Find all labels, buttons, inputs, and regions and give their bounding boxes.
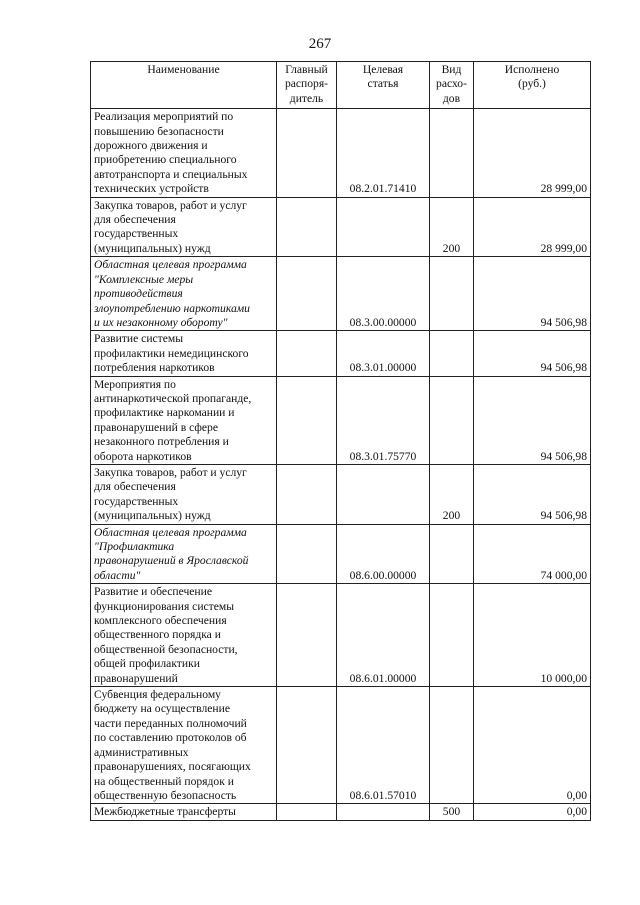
table-row — [91, 524, 591, 584]
header-admin: Главный распоря- дитель — [277, 62, 337, 109]
table-row — [91, 331, 591, 376]
row-amount-cell: 94 506,98 — [474, 376, 591, 464]
row-name-cell: Развитие системы профилактики немедицинского потребления наркотиков — [91, 331, 277, 376]
row-amount-cell: 74 000,00 — [474, 524, 591, 584]
row-name-cell: Развитие и обеспечение функционирования системы комплексного обеспечения общественного порядка и общественной безопасности, общей профилактики правонарушений — [91, 584, 277, 687]
table-row — [91, 109, 591, 197]
row-amount-cell: 94 506,98 — [474, 257, 591, 331]
row-target-cell: 08.6.01.57010 — [337, 687, 430, 804]
row-type-cell: 500 — [430, 804, 474, 820]
row-target-cell — [337, 197, 430, 257]
table-row — [91, 464, 591, 524]
row-type-cell: 200 — [430, 464, 474, 524]
row-name-cell: Областная целевая программа "Профилактика правонарушений в Ярославской области" — [91, 524, 277, 584]
row-type-cell — [430, 331, 474, 376]
row-name-cell: Областная целевая программа "Комплексные меры противодействия злоупотреблению наркотиками и их незаконному обороту" — [91, 257, 277, 331]
row-target-cell: 08.2.01.71410 — [337, 109, 430, 197]
row-admin-cell — [277, 804, 337, 820]
table-row — [91, 804, 591, 820]
row-admin-cell — [277, 257, 337, 331]
row-name-cell: Мероприятия по антинаркотической пропаганде, профилактике наркомании и правонарушений в сфере незаконного потребления и оборота наркотиков — [91, 376, 277, 464]
table-row — [91, 687, 591, 804]
row-type-cell: 200 — [430, 197, 474, 257]
row-admin-cell — [277, 464, 337, 524]
row-amount-cell: 0,00 — [474, 804, 591, 820]
row-target-cell: 08.3.01.75770 — [337, 376, 430, 464]
row-target-cell: 08.6.01.00000 — [337, 584, 430, 687]
row-target-cell: 08.3.01.00000 — [337, 331, 430, 376]
row-target-cell — [337, 464, 430, 524]
row-target-cell: 08.3.00.00000 — [337, 257, 430, 331]
row-type-cell — [430, 524, 474, 584]
row-admin-cell — [277, 197, 337, 257]
row-admin-cell — [277, 376, 337, 464]
row-admin-cell — [277, 584, 337, 687]
row-admin-cell — [277, 109, 337, 197]
row-name-cell: Реализация мероприятий по повышению безопасности дорожного движения и приобретению специального автотранспорта и специальных технических устройств — [91, 109, 277, 197]
row-type-cell — [430, 257, 474, 331]
row-name-cell: Межбюджетные трансферты — [91, 804, 277, 820]
row-amount-cell: 0,00 — [474, 687, 591, 804]
header-target: Целевая статья — [337, 62, 430, 109]
page-number: 267 — [308, 36, 332, 52]
row-admin-cell — [277, 331, 337, 376]
row-type-cell — [430, 109, 474, 197]
row-target-cell: 08.6.00.00000 — [337, 524, 430, 584]
header-name: Наименование — [91, 62, 277, 109]
row-admin-cell — [277, 524, 337, 584]
budget-table — [90, 61, 591, 821]
row-name-cell: Закупка товаров, работ и услуг для обеспечения государственных (муниципальных) нужд — [91, 464, 277, 524]
header-executed: Исполнено (руб.) — [474, 62, 591, 109]
table-row — [91, 584, 591, 687]
row-target-cell — [337, 804, 430, 820]
row-type-cell — [430, 687, 474, 804]
row-amount-cell: 10 000,00 — [474, 584, 591, 687]
row-amount-cell: 28 999,00 — [474, 109, 591, 197]
row-type-cell — [430, 376, 474, 464]
header-type: Вид расхо- дов — [430, 62, 474, 109]
table-header-row — [91, 62, 591, 109]
table-row — [91, 197, 591, 257]
table-row — [91, 257, 591, 331]
table-row — [91, 376, 591, 464]
row-type-cell — [430, 584, 474, 687]
row-amount-cell: 94 506,98 — [474, 331, 591, 376]
row-name-cell: Субвенция федеральному бюджету на осуществление части переданных полномочий по составлению протоколов об административных правонарушениях, посягающих на общественный порядок и общественную безопасность — [91, 687, 277, 804]
row-admin-cell — [277, 687, 337, 804]
row-amount-cell: 94 506,98 — [474, 464, 591, 524]
row-name-cell: Закупка товаров, работ и услуг для обеспечения государственных (муниципальных) нужд — [91, 197, 277, 257]
row-amount-cell: 28 999,00 — [474, 197, 591, 257]
